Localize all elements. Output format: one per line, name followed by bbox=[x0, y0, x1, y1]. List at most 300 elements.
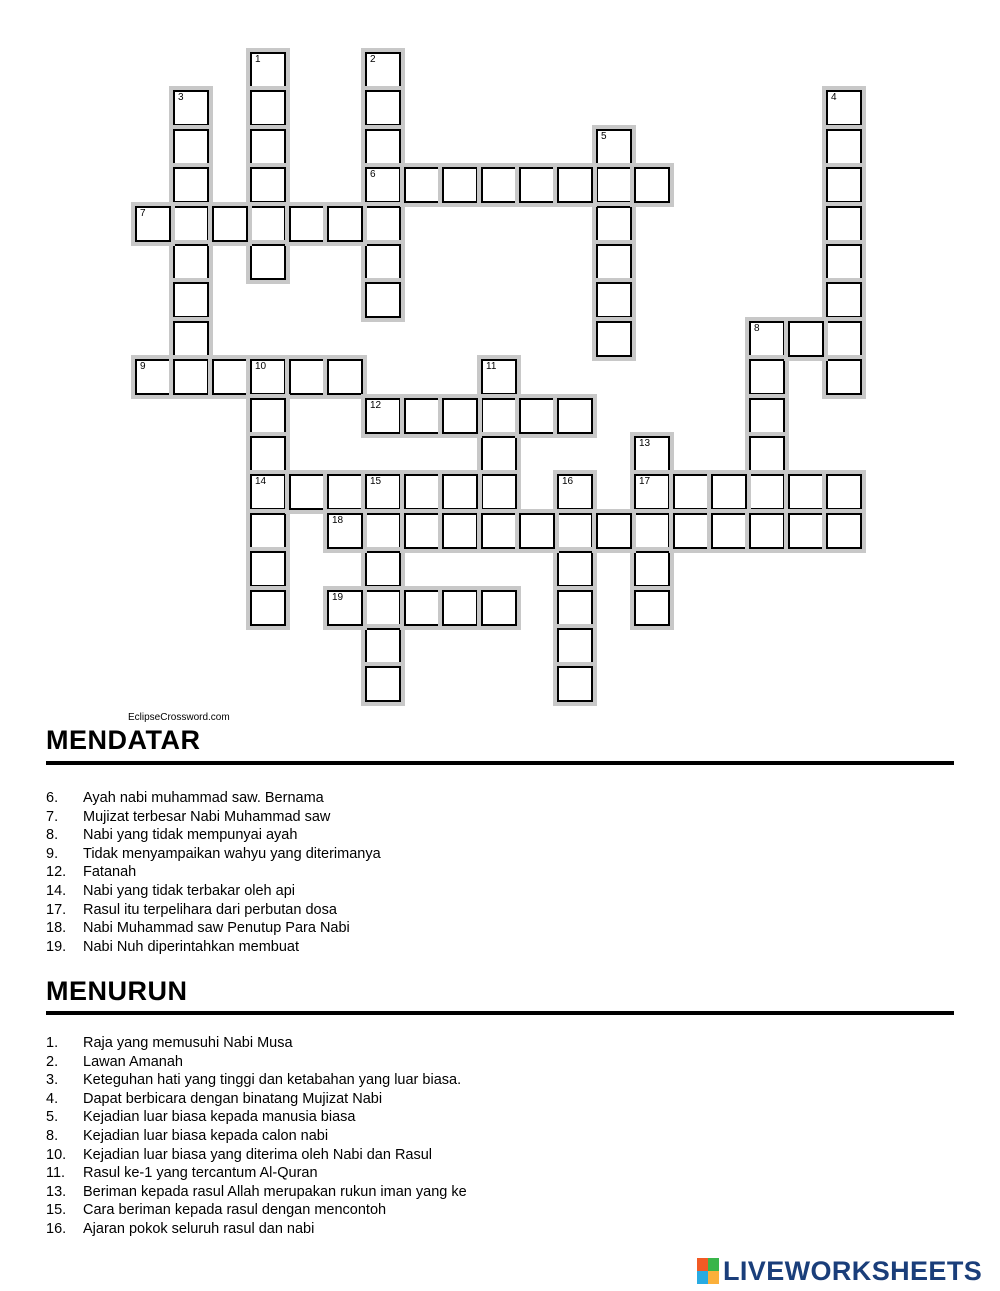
crossword-cell[interactable] bbox=[596, 282, 632, 318]
crossword-cell[interactable] bbox=[481, 398, 517, 434]
crossword-cell[interactable] bbox=[481, 474, 517, 510]
crossword-cell-input[interactable] bbox=[828, 284, 860, 316]
crossword-cell[interactable] bbox=[365, 590, 401, 626]
clue-number: 19. bbox=[46, 938, 67, 955]
across-clue bbox=[46, 845, 381, 864]
crossword-cell-input[interactable] bbox=[367, 54, 399, 86]
crossword-cell-input[interactable] bbox=[636, 169, 668, 201]
crossword-cell[interactable] bbox=[442, 513, 478, 549]
crossword-cell[interactable] bbox=[481, 513, 517, 549]
crossword-cell[interactable] bbox=[749, 398, 785, 434]
crossword-cell[interactable] bbox=[749, 474, 785, 510]
crossword-cell[interactable] bbox=[596, 244, 632, 280]
cell-number: 9 bbox=[140, 361, 146, 372]
crossword-cell[interactable] bbox=[557, 551, 593, 587]
credit-text: EclipseCrossword.com bbox=[128, 712, 230, 723]
clue-text: Keteguhan hati yang tinggi dan ketabahan yang luar biasa. bbox=[83, 1072, 462, 1089]
crossword-cell[interactable] bbox=[596, 321, 632, 357]
crossword-cell[interactable] bbox=[481, 359, 517, 395]
crossword-cell[interactable] bbox=[365, 474, 401, 510]
crossword-cell[interactable] bbox=[673, 474, 709, 510]
clue-number: 1. bbox=[46, 1035, 59, 1051]
crossword-cell-input[interactable] bbox=[137, 208, 169, 240]
crossword-cell-input[interactable] bbox=[367, 592, 399, 624]
clue-text: Mujizat terbesar Nabi Muhammad saw bbox=[83, 808, 331, 825]
crossword-cell-input[interactable] bbox=[828, 476, 860, 508]
crossword-cell[interactable] bbox=[289, 206, 325, 242]
crossword-cell[interactable] bbox=[826, 513, 862, 549]
crossword-cell[interactable] bbox=[673, 513, 709, 549]
crossword-cell-input[interactable] bbox=[214, 361, 246, 393]
crossword-cell-input[interactable] bbox=[636, 476, 668, 508]
crossword-cell[interactable] bbox=[826, 359, 862, 395]
cell-number: 13 bbox=[639, 438, 651, 449]
crossword-cell[interactable] bbox=[826, 206, 862, 242]
crossword-cell[interactable] bbox=[173, 90, 209, 126]
crossword-cell-input[interactable] bbox=[329, 515, 361, 547]
crossword-cell[interactable] bbox=[634, 513, 670, 549]
crossword-cell[interactable] bbox=[327, 206, 363, 242]
crossword-cell[interactable] bbox=[250, 206, 286, 242]
crossword-cell[interactable] bbox=[634, 551, 670, 587]
crossword-cell[interactable] bbox=[826, 129, 862, 165]
crossword-cell[interactable] bbox=[404, 590, 440, 626]
crossword-cell-input[interactable] bbox=[252, 476, 284, 508]
crossword-cell-input[interactable] bbox=[559, 592, 591, 624]
crossword-cell[interactable] bbox=[596, 129, 632, 165]
crossword-cell[interactable] bbox=[442, 398, 478, 434]
cell-number: 14 bbox=[255, 476, 267, 487]
crossword-cell-input[interactable] bbox=[367, 400, 399, 432]
crossword-cell-input[interactable] bbox=[367, 668, 399, 700]
crossword-cell-input[interactable] bbox=[406, 592, 438, 624]
crossword-cell[interactable] bbox=[442, 167, 478, 203]
crossword-cell[interactable] bbox=[365, 551, 401, 587]
across-clue bbox=[46, 863, 381, 882]
crossword-cell-input[interactable] bbox=[636, 592, 668, 624]
crossword-cell[interactable] bbox=[481, 590, 517, 626]
crossword-cell-input[interactable] bbox=[367, 476, 399, 508]
crossword-cell-input[interactable] bbox=[483, 592, 515, 624]
crossword-cell-input[interactable] bbox=[636, 438, 668, 470]
crossword-cell[interactable] bbox=[365, 167, 401, 203]
crossword-cell-input[interactable] bbox=[329, 592, 361, 624]
clue-number: 8. bbox=[46, 827, 59, 844]
cell-number: 19 bbox=[332, 592, 344, 603]
crossword-cell-input[interactable] bbox=[252, 208, 284, 240]
crossword-cell-input[interactable] bbox=[406, 476, 438, 508]
crossword-cell[interactable] bbox=[596, 206, 632, 242]
clue-text: Kejadian luar biasa kepada manusia biasa bbox=[83, 1109, 356, 1126]
clue-number: 14. bbox=[46, 882, 67, 899]
crossword-cell-input[interactable] bbox=[444, 400, 476, 432]
crossword-cell[interactable] bbox=[173, 282, 209, 318]
across-clue bbox=[46, 919, 381, 938]
crossword-cell-input[interactable] bbox=[828, 323, 860, 355]
clue-text: Ajaran pokok seluruh rasul dan nabi bbox=[83, 1220, 315, 1237]
crossword-cell[interactable] bbox=[327, 359, 363, 395]
crossword-cell-input[interactable] bbox=[636, 553, 668, 585]
crossword-cell-input[interactable] bbox=[521, 169, 553, 201]
crossword-cell-input[interactable] bbox=[175, 323, 207, 355]
clue-text: Lawan Amanah bbox=[83, 1053, 183, 1070]
crossword-cell[interactable] bbox=[557, 167, 593, 203]
cell-number: 18 bbox=[332, 515, 344, 526]
crossword-cell[interactable] bbox=[365, 129, 401, 165]
crossword-cell[interactable] bbox=[788, 474, 824, 510]
crossword-cell-input[interactable] bbox=[828, 246, 860, 278]
crossword-cell-input[interactable] bbox=[175, 208, 207, 240]
crossword-cell[interactable] bbox=[481, 167, 517, 203]
logo-square-3 bbox=[697, 1271, 708, 1284]
cell-number: 8 bbox=[754, 323, 760, 334]
crossword-cell-input[interactable] bbox=[214, 208, 246, 240]
crossword-cell-input[interactable] bbox=[790, 476, 822, 508]
crossword-cell-input[interactable] bbox=[828, 515, 860, 547]
crossword-cell-input[interactable] bbox=[252, 438, 284, 470]
clue-number: 13. bbox=[46, 1183, 67, 1200]
crossword-cell[interactable] bbox=[250, 359, 286, 395]
clue-number: 8. bbox=[46, 1127, 59, 1144]
clue-text: Kejadian luar biasa kepada calon nabi bbox=[83, 1127, 329, 1144]
crossword-cell-input[interactable] bbox=[559, 668, 591, 700]
crossword-cell[interactable] bbox=[519, 167, 555, 203]
crossword-cell-input[interactable] bbox=[828, 208, 860, 240]
crossword-cell[interactable] bbox=[557, 398, 593, 434]
crossword-cell-input[interactable] bbox=[828, 131, 860, 163]
crossword-cell-input[interactable] bbox=[444, 515, 476, 547]
crossword-cell-input[interactable] bbox=[367, 246, 399, 278]
crossword-cell-input[interactable] bbox=[367, 208, 399, 240]
cell-number: 16 bbox=[562, 476, 574, 487]
crossword-cell[interactable] bbox=[749, 359, 785, 395]
clue-number: 11. bbox=[46, 1165, 66, 1182]
clue-text: Rasul itu terpelihara dari perbutan dosa bbox=[83, 901, 337, 918]
crossword-cell-input[interactable] bbox=[598, 284, 630, 316]
crossword-cell[interactable] bbox=[711, 513, 747, 549]
clue-text: Nabi Nuh diperintahkan membuat bbox=[83, 938, 300, 955]
crossword-cell[interactable] bbox=[365, 282, 401, 318]
down-clue bbox=[46, 1220, 467, 1239]
clue-number: 17. bbox=[46, 901, 67, 918]
crossword-cell[interactable] bbox=[788, 321, 824, 357]
crossword-cell-input[interactable] bbox=[252, 400, 284, 432]
clue-number: 15. bbox=[46, 1202, 67, 1219]
crossword-cell[interactable] bbox=[250, 474, 286, 510]
crossword-cell-input[interactable] bbox=[367, 284, 399, 316]
crossword-cell-input[interactable] bbox=[483, 476, 515, 508]
clue-text: Nabi Muhammad saw Penutup Para Nabi bbox=[83, 920, 350, 937]
across-clue bbox=[46, 789, 381, 808]
crossword-cell-input[interactable] bbox=[598, 208, 630, 240]
across-clue bbox=[46, 826, 381, 845]
crossword-cell-input[interactable] bbox=[751, 515, 783, 547]
clue-text: Ayah nabi muhammad saw. Bernama bbox=[83, 790, 324, 806]
cell-number: 12 bbox=[370, 400, 382, 411]
crossword-cell[interactable] bbox=[557, 666, 593, 702]
down-clue bbox=[46, 1034, 467, 1053]
crossword-cell-input[interactable] bbox=[367, 630, 399, 662]
crossword-cell-input[interactable] bbox=[329, 208, 361, 240]
crossword-cell-input[interactable] bbox=[367, 92, 399, 124]
crossword-cell-input[interactable] bbox=[751, 361, 783, 393]
crossword-cell-input[interactable] bbox=[252, 515, 284, 547]
crossword-cell[interactable] bbox=[519, 398, 555, 434]
crossword-cell[interactable] bbox=[212, 359, 248, 395]
crossword-cell-input[interactable] bbox=[598, 515, 630, 547]
across-title: MENDATAR bbox=[46, 725, 201, 755]
crossword-cell[interactable] bbox=[212, 206, 248, 242]
crossword-cell[interactable] bbox=[596, 513, 632, 549]
crossword-cell-input[interactable] bbox=[790, 515, 822, 547]
clue-text: Cara beriman kepada rasul dengan mencontoh bbox=[83, 1202, 387, 1219]
crossword-cell[interactable] bbox=[749, 513, 785, 549]
crossword-cell[interactable] bbox=[826, 90, 862, 126]
clue-number: 10. bbox=[46, 1146, 67, 1163]
crossword-cell-input[interactable] bbox=[483, 361, 515, 393]
crossword-cell[interactable] bbox=[250, 90, 286, 126]
crossword-cell-input[interactable] bbox=[252, 246, 284, 278]
crossword-cell-input[interactable] bbox=[252, 169, 284, 201]
crossword-cell[interactable] bbox=[365, 666, 401, 702]
crossword-cell-input[interactable] bbox=[559, 169, 591, 201]
crossword-cell[interactable] bbox=[289, 474, 325, 510]
crossword-cell-input[interactable] bbox=[444, 476, 476, 508]
crossword-cell[interactable] bbox=[173, 321, 209, 357]
crossword-cell-input[interactable] bbox=[483, 169, 515, 201]
crossword-cell-input[interactable] bbox=[483, 438, 515, 470]
crossword-cell[interactable] bbox=[557, 590, 593, 626]
crossword-cell[interactable] bbox=[788, 513, 824, 549]
crossword-cell[interactable] bbox=[404, 167, 440, 203]
crossword-cell-input[interactable] bbox=[521, 515, 553, 547]
crossword-cell[interactable] bbox=[173, 244, 209, 280]
clue-number: 7. bbox=[46, 808, 59, 825]
crossword-cell-input[interactable] bbox=[329, 476, 361, 508]
crossword-cell[interactable] bbox=[442, 474, 478, 510]
crossword-cell[interactable] bbox=[519, 513, 555, 549]
across-clue bbox=[46, 808, 381, 827]
down-title: MENURUN bbox=[46, 976, 188, 1006]
clue-number: 5. bbox=[46, 1109, 59, 1126]
crossword-cell[interactable] bbox=[250, 129, 286, 165]
crossword-cell[interactable] bbox=[404, 474, 440, 510]
crossword-cell[interactable] bbox=[749, 321, 785, 357]
crossword-cell-input[interactable] bbox=[751, 400, 783, 432]
crossword-cell-input[interactable] bbox=[291, 361, 323, 393]
crossword-cell[interactable] bbox=[365, 398, 401, 434]
crossword-cell[interactable] bbox=[365, 513, 401, 549]
crossword-cell-input[interactable] bbox=[790, 323, 822, 355]
crossword-cell[interactable] bbox=[826, 282, 862, 318]
crossword-cell[interactable] bbox=[634, 474, 670, 510]
crossword-cell[interactable] bbox=[749, 436, 785, 472]
clue-number: 9. bbox=[46, 845, 59, 862]
clue-number: 2. bbox=[46, 1053, 59, 1070]
crossword-cell[interactable] bbox=[327, 590, 363, 626]
across-divider bbox=[46, 761, 954, 765]
clue-text: Nabi yang tidak mempunyai ayah bbox=[83, 827, 298, 844]
crossword-cell-input[interactable] bbox=[598, 131, 630, 163]
crossword-cell-input[interactable] bbox=[559, 630, 591, 662]
crossword-cell-input[interactable] bbox=[751, 438, 783, 470]
crossword-cell-input[interactable] bbox=[367, 169, 399, 201]
clue-text: Beriman kepada rasul Allah merupakan rukun iman yang ke bbox=[83, 1183, 467, 1200]
liveworksheets-logo bbox=[697, 1256, 982, 1286]
crossword-cell-input[interactable] bbox=[559, 515, 591, 547]
cell-number: 10 bbox=[255, 361, 267, 372]
crossword-cell[interactable] bbox=[557, 474, 593, 510]
crossword-cell-input[interactable] bbox=[636, 515, 668, 547]
down-clue bbox=[46, 1090, 467, 1109]
cell-number: 15 bbox=[370, 476, 382, 487]
crossword-cell[interactable] bbox=[173, 129, 209, 165]
cell-number: 3 bbox=[178, 92, 184, 103]
crossword-cell-input[interactable] bbox=[367, 553, 399, 585]
crossword-cell-input[interactable] bbox=[406, 400, 438, 432]
clue-number: 18. bbox=[46, 920, 67, 937]
clue-text: Dapat berbicara dengan binatang Mujizat Nabi bbox=[83, 1090, 383, 1107]
crossword-cell[interactable] bbox=[634, 167, 670, 203]
crossword-cell-input[interactable] bbox=[252, 592, 284, 624]
crossword-cell[interactable] bbox=[250, 551, 286, 587]
clue-text: Tidak menyampaikan wahyu yang diterimanya bbox=[83, 845, 381, 862]
crossword-cell[interactable] bbox=[634, 590, 670, 626]
crossword-cell-input[interactable] bbox=[598, 323, 630, 355]
cell-number: 5 bbox=[601, 131, 607, 142]
crossword-cell-input[interactable] bbox=[559, 476, 591, 508]
crossword-cell[interactable] bbox=[596, 167, 632, 203]
crossword-cell-input[interactable] bbox=[367, 515, 399, 547]
crossword-cell-input[interactable] bbox=[137, 361, 169, 393]
crossword-cell[interactable] bbox=[250, 436, 286, 472]
crossword-cell[interactable] bbox=[327, 513, 363, 549]
crossword-cell[interactable] bbox=[826, 321, 862, 357]
crossword-cell-input[interactable] bbox=[175, 284, 207, 316]
crossword-cell[interactable] bbox=[173, 359, 209, 395]
down-divider bbox=[46, 1011, 954, 1015]
crossword-cell-input[interactable] bbox=[828, 169, 860, 201]
crossword-cell-input[interactable] bbox=[675, 476, 707, 508]
crossword-cell[interactable] bbox=[365, 244, 401, 280]
crossword-cell[interactable] bbox=[404, 398, 440, 434]
crossword-cell-input[interactable] bbox=[329, 361, 361, 393]
clue-text: Fatanah bbox=[83, 864, 137, 881]
crossword-cell-input[interactable] bbox=[713, 476, 745, 508]
crossword-cell-input[interactable] bbox=[444, 169, 476, 201]
crossword-cell-input[interactable] bbox=[175, 246, 207, 278]
crossword-cell-input[interactable] bbox=[252, 92, 284, 124]
crossword-cell[interactable] bbox=[826, 244, 862, 280]
crossword-cell[interactable] bbox=[404, 513, 440, 549]
crossword-cell-input[interactable] bbox=[252, 131, 284, 163]
down-clue-list bbox=[46, 1034, 467, 1239]
crossword-cell-input[interactable] bbox=[252, 553, 284, 585]
crossword-cell-input[interactable] bbox=[444, 592, 476, 624]
crossword-cell-input[interactable] bbox=[291, 208, 323, 240]
crossword-cell[interactable] bbox=[557, 628, 593, 664]
down-clue bbox=[46, 1183, 467, 1202]
clue-number: 16. bbox=[46, 1220, 67, 1237]
clue-number: 3. bbox=[46, 1072, 59, 1089]
crossword-cell[interactable] bbox=[250, 513, 286, 549]
crossword-cell-input[interactable] bbox=[175, 92, 207, 124]
crossword-cell-input[interactable] bbox=[175, 131, 207, 163]
crossword-cell-input[interactable] bbox=[598, 246, 630, 278]
crossword-cell[interactable] bbox=[250, 590, 286, 626]
crossword-cell-input[interactable] bbox=[521, 400, 553, 432]
crossword-cell[interactable] bbox=[250, 52, 286, 88]
crossword-cell-input[interactable] bbox=[406, 169, 438, 201]
crossword-cell-input[interactable] bbox=[751, 476, 783, 508]
crossword-cell[interactable] bbox=[365, 90, 401, 126]
crossword-cell[interactable] bbox=[481, 436, 517, 472]
cell-number: 17 bbox=[639, 476, 651, 487]
crossword-cell[interactable] bbox=[557, 513, 593, 549]
crossword-cell-input[interactable] bbox=[675, 515, 707, 547]
crossword-cell[interactable] bbox=[634, 436, 670, 472]
crossword-cell[interactable] bbox=[327, 474, 363, 510]
crossword-cell[interactable] bbox=[250, 167, 286, 203]
clue-text: Kejadian luar biasa yang diterima oleh Nabi dan Rasul bbox=[83, 1146, 433, 1163]
clue-number: 6. bbox=[46, 790, 59, 806]
crossword-cell-input[interactable] bbox=[598, 169, 630, 201]
clue-text: Raja yang memusuhi Nabi Musa bbox=[83, 1035, 293, 1051]
logo-text: LIVEWORKSHEETS bbox=[723, 1255, 983, 1286]
crossword-cell-input[interactable] bbox=[252, 361, 284, 393]
crossword-cell[interactable] bbox=[365, 628, 401, 664]
crossword-cell-input[interactable] bbox=[751, 323, 783, 355]
crossword-cell[interactable] bbox=[250, 398, 286, 434]
crossword-cell-input[interactable] bbox=[483, 400, 515, 432]
crossword-cell[interactable] bbox=[135, 359, 171, 395]
crossword-cell-input[interactable] bbox=[559, 400, 591, 432]
crossword-cell[interactable] bbox=[289, 359, 325, 395]
crossword-cell[interactable] bbox=[173, 206, 209, 242]
crossword-cell[interactable] bbox=[365, 206, 401, 242]
crossword-cell-input[interactable] bbox=[828, 92, 860, 124]
crossword-cell[interactable] bbox=[711, 474, 747, 510]
crossword-cell-input[interactable] bbox=[559, 553, 591, 585]
down-clue bbox=[46, 1201, 467, 1220]
crossword-cell-input[interactable] bbox=[175, 169, 207, 201]
cell-number: 4 bbox=[831, 92, 837, 103]
down-clue bbox=[46, 1164, 467, 1183]
crossword-cell-input[interactable] bbox=[252, 54, 284, 86]
crossword-cell[interactable] bbox=[826, 167, 862, 203]
crossword-cell-input[interactable] bbox=[713, 515, 745, 547]
crossword-cell-input[interactable] bbox=[483, 515, 515, 547]
across-clue bbox=[46, 901, 381, 920]
crossword-cell-input[interactable] bbox=[291, 476, 323, 508]
clue-number: 4. bbox=[46, 1090, 59, 1107]
crossword-cell[interactable] bbox=[135, 206, 171, 242]
crossword-cell[interactable] bbox=[173, 167, 209, 203]
cell-number: 11 bbox=[486, 361, 497, 372]
crossword-cell-input[interactable] bbox=[175, 361, 207, 393]
crossword-cell-input[interactable] bbox=[367, 131, 399, 163]
crossword-cell[interactable] bbox=[442, 590, 478, 626]
crossword-cell-input[interactable] bbox=[828, 361, 860, 393]
down-clue bbox=[46, 1108, 467, 1127]
cell-number: 7 bbox=[140, 208, 146, 219]
down-clue bbox=[46, 1053, 467, 1072]
crossword-cell-input[interactable] bbox=[406, 515, 438, 547]
crossword-cell[interactable] bbox=[365, 52, 401, 88]
down-clue bbox=[46, 1146, 467, 1165]
crossword-cell[interactable] bbox=[250, 244, 286, 280]
crossword-cell[interactable] bbox=[826, 474, 862, 510]
